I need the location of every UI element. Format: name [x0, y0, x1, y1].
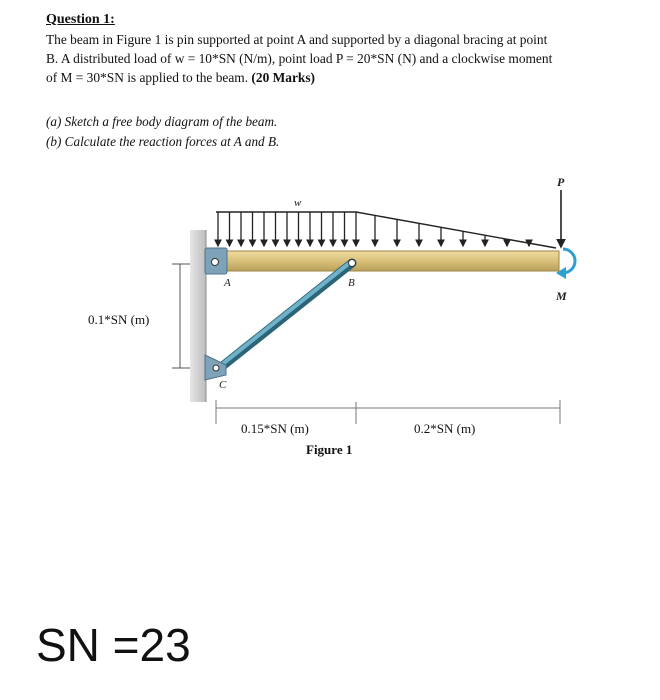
pin-b [349, 260, 356, 267]
part-b: (b) Calculate the reaction forces at A and B. [46, 134, 280, 149]
pin-c [213, 365, 219, 371]
sn-label: SN =23 [36, 619, 191, 671]
question-title: Question 1: [46, 12, 115, 27]
question-body-line-1: The beam in Figure 1 is pin supported at point A and supported by a diagonal bracing at point [46, 32, 548, 47]
label-p: P [557, 175, 565, 189]
pin-a [212, 259, 219, 266]
dim-span-1-label: 0.15*SN (m) [241, 421, 309, 436]
dim-vertical-label: 0.1*SN (m) [88, 312, 150, 327]
part-a: (a) Sketch a free body diagram of the beam. [46, 114, 278, 129]
label-m: M [556, 289, 567, 303]
question-body-line-2: B. A distributed load of w = 10*SN (N/m), point load P = 20*SN (N) and a clockwise moment [46, 51, 553, 66]
question-body-line-3-text: of M = 30*SN is applied to the beam. [46, 70, 252, 85]
label-a: A [224, 277, 231, 289]
label-b: B [348, 277, 355, 289]
wall-support [190, 230, 206, 402]
question-marks: (20 Marks) [251, 70, 316, 85]
label-w: w [294, 197, 302, 209]
figure-caption: Figure 1 [306, 442, 353, 457]
distributed-load [216, 212, 556, 248]
dim-span-2-label: 0.2*SN (m) [414, 421, 476, 436]
distributed-load-outline [216, 212, 556, 248]
beam [216, 251, 559, 271]
label-c: C [219, 379, 227, 391]
diagonal-brace-highlight [220, 261, 352, 366]
